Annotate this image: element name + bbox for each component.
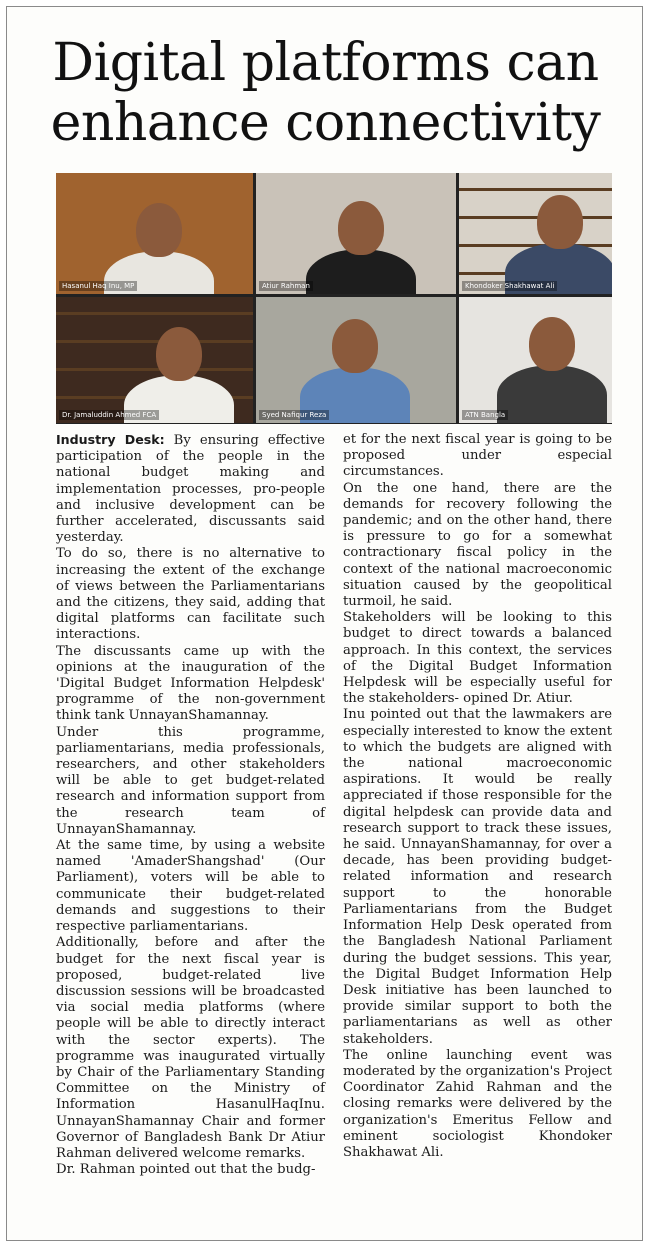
bookshelf (56, 312, 253, 315)
article-paragraph: Dr. Rahman pointed out that the budg- (56, 1162, 316, 1178)
bookshelf (459, 216, 612, 219)
participant-name-label: Atiur Rahman (259, 281, 313, 291)
participant-tile (256, 297, 456, 423)
article-paragraph: Additionally, before and after the budget for the next fiscal year is proposed, budget-related live discussion sessions will be broadcasted via social media platforms (where people will be able to directly interact with the sector experts). The programme was inaugurated virtually by Chair of the Parliamentary Standing Committee on the Ministry of Information HasanulHaqInu. UnnayanShamannay Chair and former Governor of Bangladesh Bank Dr Atiur Rahman delivered welcome remarks. (56, 935, 325, 1161)
headline-line-1: Digital platforms can (52, 33, 599, 93)
article-paragraph: On the one hand, there are the demands for recovery following the pandemic; and on the other hand, there is pressure to go for a somewhat contractionary fiscal policy in the context of the national macroeconomic situation caused by the geopolitical turmoil, he said. (343, 480, 612, 610)
video-conference-photo (56, 173, 612, 424)
participant-head (156, 327, 202, 381)
participant-name-label: ATN Bangla (462, 410, 508, 420)
bookshelf (56, 368, 253, 371)
dateline: Industry Desk: (56, 432, 165, 447)
article-paragraph: At the same time, by using a website named 'AmaderShangshad' (Our Parliament), voters will be able to communicate their budget-related demands and suggestions to their respective parliamentarians. (56, 838, 325, 935)
participant-tile (56, 297, 253, 423)
headline (7, 33, 644, 153)
bookshelf (459, 188, 612, 191)
participant-head (537, 195, 583, 249)
article-paragraph: The discussants came up with the opinions at the inauguration of the 'Digital Budget Information Helpdesk' programme of the non-government think tank UnnayanShamannay. (56, 643, 325, 724)
article-paragraph: The online launching event was moderated by the organization's Project Coordinator Zahid Rahman and the closing remarks were delivered by the organization's Emeritus Fellow and eminent sociologist Khondoker Shakhawat Ali. (343, 1047, 612, 1160)
participant-tile (459, 297, 612, 423)
article-paragraph: et for the next fiscal year is going to be proposed under especial circumstances. (343, 432, 612, 480)
participant-tile (256, 173, 456, 294)
article-column-right (343, 432, 612, 1178)
participant-tile (459, 173, 612, 294)
article-paragraph: To do so, there is no alternative to increasing the extent of the exchange of views between the Parliamentarians and the citizens, they said, adding that digital platforms can facilitate such interactions. (56, 546, 325, 643)
participant-head (332, 319, 378, 373)
article-body (56, 432, 612, 1178)
article-paragraph: Stakeholders will be looking to this budget to direct towards a balanced approach. In this context, the services of the Digital Budget Information Helpdesk will be especially useful for the stakeholders- opined Dr. Atiur. (343, 610, 612, 707)
participant-name-label: Dr. Jamaluddin Ahmed FCA (59, 410, 159, 420)
article-paragraph: Under this programme, parliamentarians, media professionals, researchers, and other stakeholders will be able to get budget-related research and information support from the research team of UnnayanShamannay. (56, 724, 325, 837)
participant-tile (56, 173, 253, 294)
participant-head (529, 317, 575, 371)
participant-name-label: Khondoker Shakhawat Ali (462, 281, 557, 291)
participant-torso (497, 365, 607, 423)
article-paragraph: Inu pointed out that the lawmakers are especially interested to know the extent to which the budgets are aligned with the national macroeconomic aspirations. It would be really appreciated if those responsible for the digital helpdesk can provide data and research support to track these issues, he said. UnnayanShamannay, for over a decade, has been providing budget-related information and research support to the honorable Parliamentarians from the Budget Information Help Desk operated from the Bangladesh National Parliament during the budget sessions. This year, the Digital Budget Information Help Desk initiative has been launched to provide similar support to both the parliamentarians as well as other stakeholders. (343, 707, 612, 1047)
participant-head (338, 201, 384, 255)
article-paragraph: Industry Desk: By ensuring effective participation of the people in the national budget making and implementation processes, pro-people and inclusive development can be further accelerated, discussants said yesterday. (56, 432, 325, 546)
article-column-left (56, 432, 325, 1178)
participant-name-label: Syed Nafiqur Reza (259, 410, 329, 420)
participant-head (136, 203, 182, 257)
headline-line-2: enhance connectivity (50, 93, 601, 153)
participant-name-label: Hasanul Haq Inu, MP (59, 281, 137, 291)
bookshelf (56, 340, 253, 343)
